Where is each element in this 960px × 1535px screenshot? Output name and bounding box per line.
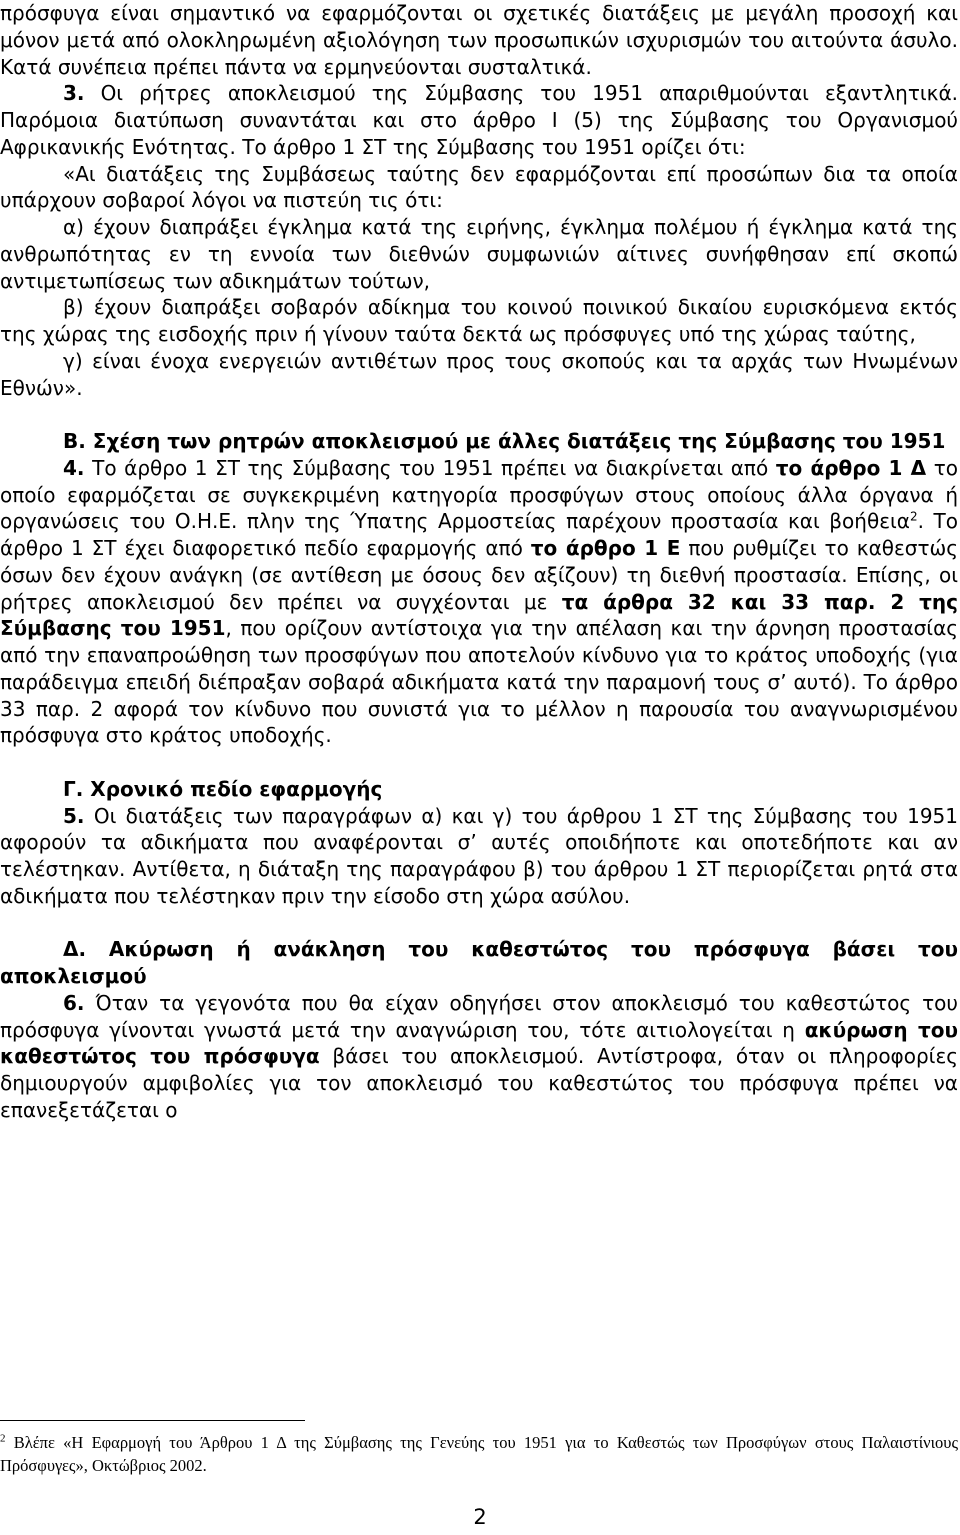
paragraph-intro: πρόσφυγα είναι σημαντικό να εφαρμόζονται οι σχετικές διατάξεις με μεγάλη προσοχή και μόνον μετά από ολοκληρωμένη αξιολόγηση των προσωπικών ισχυρισμών του αιτούντα άσυλο. Κατά συνέπεια πρέπει πάντα να ερμηνεύονται συσταλτικά. <box>0 1 958 79</box>
paragraph-number: 6. <box>63 990 85 1015</box>
footnote-text: Βλέπε «Η Εφαρμογή του Άρθρου 1 Δ της Σύμβασης της Γενεύης του 1951 για το Καθεστώς των Προσφύγων στους Παλαιστίνιους Πρόσφυγες», Οκτώβριος 2002. <box>0 1433 958 1475</box>
footnote <box>0 1431 958 1477</box>
paragraph-number: 5. <box>63 803 85 828</box>
paragraph-6: 6. Όταν τα γεγονότα που θα είχαν οδηγήσει στον αποκλεισμό του καθεστώτος του πρόσφυγα γίνονται γνωστά μετά την αναγνώριση του, τότε αιτιολογείται η ακύρωση του καθεστώτος του πρόσφυγα βάσει του αποκλεισμού. Αντίστροφα, όταν οι πληροφορίες δημιουργούν αμφιβολίες για τον αποκλεισμό του καθεστώτος του πρόσφυγα πρέπει να επανεξετάζεται ο <box>0 990 958 1122</box>
paragraph-3: 3. Οι ρήτρες αποκλεισμού της Σύμβασης του 1951 απαριθμούνται εξαντλητικά. Παρόμοια διατύπωση συναντάται και στο άρθρο Ι (5) της Σύμβασης του Οργανισμού Αφρικανικής Ενότητας. Το άρθρο 1 ΣΤ της Σύμβασης του 1951 ορίζει ότι: <box>0 81 958 159</box>
footnote-mark: 2 <box>0 1432 6 1445</box>
footnote-reference[interactable]: 2 <box>909 509 918 524</box>
page-number: 2 <box>473 1505 487 1529</box>
section-heading-c: Γ. Χρονικό πεδίο εφαρμογής <box>63 776 383 801</box>
section-heading-d: Δ. Ακύρωση ή ανάκληση του καθεστώτος του πρόσφυγα βάσει του αποκλεισμού <box>0 937 958 988</box>
quote-item-b: β) έχουν διαπράξει σοβαρόν αδίκημα του κοινού ποινικού δικαίου ευρισκόμενα εκτός της χώρας της εισδοχής πριν ή γίνουν ταύτα δεκτά ως πρόσφυγες υπό της χώρας ταύτης, <box>0 295 958 346</box>
paragraph-number: 4. <box>63 455 85 480</box>
spacer <box>0 910 958 937</box>
quote-item-a: α) έχουν διαπράξει έγκλημα κατά της ειρήνης, έγκλημα πολέμου ή έγκλημα κατά της ανθρωπότητας εν τη εννοία των διεθνών συμφωνιών αίτινες συνήφθησαν επί σκοπώ αντιμετωπίσεως των αδικημάτων τούτων, <box>0 215 958 293</box>
spacer <box>0 749 958 776</box>
spacer <box>0 401 958 428</box>
paragraph-5: 5. Οι διατάξεις των παραγράφων α) και γ) του άρθρου 1 ΣΤ της Σύμβασης του 1951 αφορούν τα αδικήματα που αναφέρονται σ’ αυτές οποιδήποτε και οποτεδήποτε και αν τελέστηκαν. Αντίθετα, η διάταξη της παραγράφου β) του άρθρου 1 ΣΤ περιορίζεται ρητά στα αδικήματα που τελέστηκαν πριν την είσοδο στη χώρα ασύλου. <box>0 803 958 908</box>
section-heading-b: Β. Σχέση των ρητρών αποκλεισμού με άλλες διατάξεις της Σύμβασης του 1951 <box>63 429 946 453</box>
footnote-separator <box>0 1420 305 1421</box>
quote-intro: «Αι διατάξεις της Συμβάσεως ταύτης δεν εφαρμόζονται επί προσώπων δια τα οποία υπάρχουν σοβαροί λόγοι να πιστεύη τις ότι: <box>0 161 958 213</box>
paragraph-number: 3. <box>63 81 85 106</box>
quote-item-c: γ) είναι ένοχα ενεργειών αντιθέτων προς τους σκοπούς και τα αρχάς των Ηνωμένων Εθνών». <box>0 348 958 400</box>
paragraph-4: 4. Το άρθρο 1 ΣΤ της Σύμβασης του 1951 πρέπει να διακρίνεται από το άρθρο 1 Δ το οποίο εφαρμόζεται σε συγκεκριμένη κατηγορία προσφύγων στους οποίους άλλα όργανα ή οργανώσεις του Ο.Η.Ε. πλην της Ύπατης Αρμοστείας παρέχουν προστασία και βοήθεια$^2$. Το άρθρο 1 ΣΤ έχει διαφορετικό πεδίο εφαρμογής από το άρθρο 1 Ε που ρυθμίζει το καθεστώς όσων δεν έχουν ανάγκη (σε αντίθεση με όσους δεν αξίζουν) τη διεθνή προστασία. Επίσης, οι ρήτρες αποκλεισμού δεν πρέπει να συγχέονται με τα άρθρα 32 και 33 παρ. 2 της Σύμβασης του 1951, που ορίζουν αντίστοιχα για την απέλαση και την άρνηση προστασίας από την επαναπροώθηση των προσφύγων που αποτελούν κίνδυνο για το κράτος υποδοχής (για παράδειγμα επειδή διέπραξαν σοβαρά αδικήματα κατά την παραμονή τους σ’ αυτό). Το άρθρο 33 παρ. 2 αφορά τον κίνδυνο που συνιστά για το μέλλον η παρουσία του αναγνωρισμένου πρόσφυγα στο κράτος υποδοχής. <box>0 455 959 748</box>
